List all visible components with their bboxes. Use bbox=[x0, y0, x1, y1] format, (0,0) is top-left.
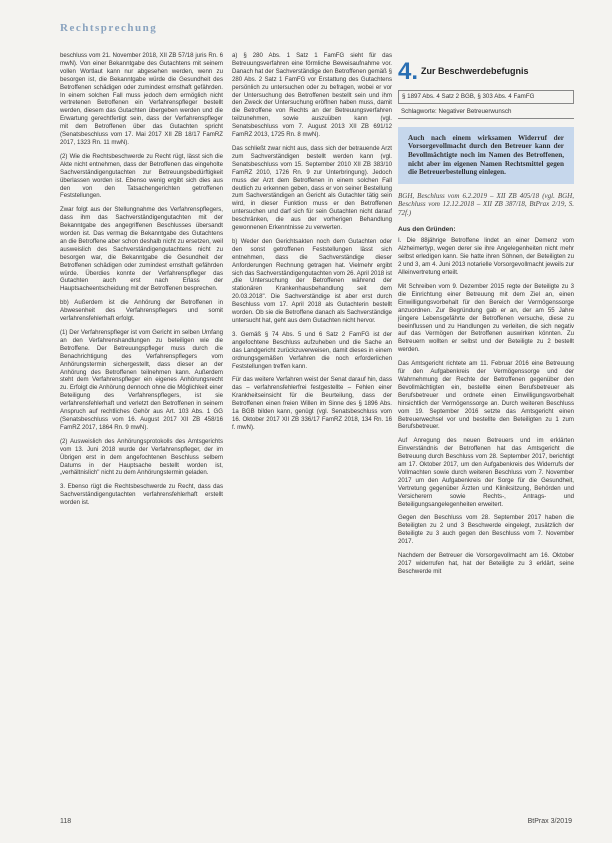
paragraph: Für das weitere Verfahren weist der Senat darauf hin, dass das – verfahrensfehlerfrei festgestellte – Fehlen einer Krankheitseinsicht für die Beurteilung, dass der Betroffenen einen freien Willen im Sinne des § 1896 Abs. 1a BGB bilden kann, genügt (vgl. Senatsbeschluss vom 16. Oktober 2017 XII ZB 336/17 FamRZ 2018, 134 Rn. 16 f. mwN). bbox=[232, 376, 392, 431]
paragraph: Nachdem der Betreuer die Vorsorgevollmacht am 16. Oktober 2017 widerrufen hat, hat der Beteiligte zu 3 erklärt, seine Beschwerde mit bbox=[398, 552, 574, 575]
paragraph: (2) Wie die Rechtsbeschwerde zu Recht rügt, lässt sich die Akte nicht entnehmen, dass der Betroffenen das eingeholte Sachverständigengutachten zur Betreuungsbedürftigkeit überlassen worden ist. Ebenso wenig ergibt sich dies aus den von den Tatsachengerichten getroffenen Feststellungen. bbox=[60, 152, 223, 200]
paragraph: Das schließt zwar nicht aus, dass sich der betrauende Arzt zum Sachverständigen bestellt werden kann (vgl. Senatsbeschluss vom 15. September 2010 XII ZB 383/10 FamRZ 2010, 1726 Rn. 9 zur Unterbringung). Jedoch muss der Arzt dem Betroffenen in einem solchen Fall deutlich zu erkennen geben, dass er von seiner Bestellung zum Sachverständigen an Gericht als Gutachter tätig sein wird, in dieser Funktion muss er den Betroffenen untersuchen und darf sich für sein Gutachten nicht darauf beschränken, die aus der vorherigen Behandlung gewonnenen Erkenntnisse zu verwerten. bbox=[232, 144, 392, 232]
case-citation: BGH, Beschluss vom 6.2.2019 – XII ZB 405/18 (vgl. BGH, Beschluss vom 12.12.2018 – XII ZB 387/18, BtPrax 2/19, S. 72f.) bbox=[398, 191, 574, 217]
grounds-heading: Aus den Gründen: bbox=[398, 225, 456, 233]
paragraph: Mit Schreiben vom 9. Dezember 2015 regte der Beteiligte zu 3 die Einrichtung einer Betreuung mit dem Ziel an, einen Einwilligungsvorbehalt für den Bereich der Vermögenssorge anzuordnen. Zur Begründung gab er an, der am 55 Jahre jüngere Lebensgefährte der Betroffenen versuche, diese zu beeinflussen und zu Handlungen zu verleiten, die sich negativ auf das Vermögen der Betroffenen auswirken könnten. Zu Betreuern wollten er selbst und der Beteiligte zu 2 bestellt werden. bbox=[398, 283, 574, 354]
paragraph: b) Weder den Gerichtsakten noch dem Gutachten oder den sonst getroffenen Feststellungen lässt sich entnehmen, dass die Sachverständige dieser Anforderungen Rechnung getragen hat. Vielmehr ergibt sich das Sachverständigengutachten vom 26. April 2018 ist „die Untersuchung der Betroffenen während der stationären Krankenhausbehandlung seit dem 20.03.2018". Die Sachverständige ist aber erst durch Beschluss vom 17. April 2018 als Gutachterin bestellt worden. Ob sie die Betroffene danach als Sachverständige untersucht hat, geht aus dem Gutachten nicht hervor. bbox=[232, 237, 392, 324]
paragraph: Gegen den Beschluss vom 28. September 2017 haben die Beteiligten zu 2 und 3 Beschwerde eingelegt, zusätzlich der Beteiligte zu 3 auch gegen den Beschluss vom 7. November 2017. bbox=[398, 514, 574, 546]
page-number: 118 bbox=[60, 818, 72, 825]
running-head: Rechtsprechung bbox=[60, 22, 158, 34]
journal-issue: BtPrax 3/2019 bbox=[527, 818, 572, 825]
paragraph: Auf Anregung des neuen Betreuers und im erklärten Einverständnis der Betroffenen hat das Amtsgericht die Betreuung durch Beschluss vom 28. September 2017, berichtigt am 17. Oktober 2017, um den Aufgabenkreis des Widerrufs der Vollmachten sowie durch weiteren Beschluss vom 7. November 2017 um den Aufgabenkreis der Sorge für die Gesundheit, Vertretung gegenüber Ärzten und Kliniksitzung, Behörden und Versicherern sowie Rechts-, Antrags- und Beteiligungsangelegenheiten erweitert. bbox=[398, 437, 574, 508]
paragraph: (2) Ausweislich des Anhörungsprotokolls des Amtsgerichts vom 13. Juni 2018 wurde der Verfahrenspfleger, der im Übrigen erst in dem angefochtenen Beschluss selbem Datums in der Hauptsache bestellt worden ist, „verhältnislich" nicht zu dem Anhörungstermin geladen. bbox=[60, 437, 223, 477]
column-2 bbox=[232, 52, 392, 438]
section-title: Zur Beschwerdebefugnis bbox=[421, 66, 529, 77]
paragraph: I. Die 88jährige Betroffene lindet an einer Demenz vom Alzheimertyp, wegen derer sie ihre Angelegenheiten nicht mehr selbst erledigen kann. Sie hatte ihren Söhnen, der Beteiligten zu 2 und 3, am 4. Juni 2013 notarielle Vorsorgevollmacht jeweils zur Alleinvertretung erteilt. bbox=[398, 237, 574, 277]
section-number: 4. bbox=[398, 58, 419, 85]
paragraph: (1) Der Verfahrenspfleger ist vom Gericht im selben Umfang an den Verfahrenshandlungen zu beteiligen wie die Betroffene. Der Betreuungspfleger muss durch die Benachrichtigung des Verfahrenspflegers vom Anhörungstermin sichergestellt, dass dieser an der Anhörung des Betroffenen teilnehmen kann. Außerdem steht dem Verfahrenspfleger ein eigenes Anhörungsrecht zu. Erfolgt die Anhörung dennoch ohne die Möglichkeit einer Beteiligung des Verfahrenspflegers, ist sie verfahrensfehlerhaft und verletzt den Betroffenen in seinem Anspruch auf rechtliches Gehör aus Art. 103 Abs. 1 GG (Senatsbeschluss vom 16. August 2017 XII ZB 458/16 FamRZ 2017, 1864 Rn. 9 mwN). bbox=[60, 329, 223, 431]
norms-reference: § 1897 Abs. 4 Satz 2 BGB, § 303 Abs. 4 FamFG bbox=[398, 90, 574, 104]
paragraph: beschluss vom 21. November 2018, XII ZB 57/18 juris Rn. 6 mwN). Von einer Bekanntgabe des Gutachtens mit seinem vollen Wortlaut kann nur abgesehen werden, wenn zu besorgen ist, die Bekanntgabe würde die Gesundheit des Betroffenen schädigen oder zumindest ernsthaft gefährden. In einem solchen Fall muss jedoch dem ermöglich nicht vertretenen Betroffenen ein Verfahrenspfleger bestellt werden, diesem das Gutachten übergeben werden und die Erwartung gerechtfertigt sein, dass der Verfahrenspfleger mit dem Betroffenen über das Gutachten spricht (Senatsbeschluss vom 17. Mai 2017 XII ZB 18/17 FamRZ 2017, 1323 Rn. 11 mwN). bbox=[60, 52, 223, 146]
paragraph: a) § 280 Abs. 1 Satz 1 FamFG sieht für das Betreuungsverfahren eine förmliche Beweisaufnahme vor. Danach hat der Sachverständige den Betroffenen gemäß § 280 Abs. 2 Satz 1 FamFG vor Erstattung des Gutachtens persönlich zu untersuchen oder zu befragen, wobei er vor der Untersuchung des Betroffenen bestellt sein und ihm den Zweck der Untersuchung eröffnen haben muss, damit die Betroffene von Rechts an der Betreuungsverfahren teilzunehmen, sowie auszuüben kann (vgl. Senatsbeschluss vom 7. August 2013 XII ZB 691/12 FamRZ 2013, 1725 Rn. 8 mwN). bbox=[232, 52, 392, 139]
column-3 bbox=[398, 52, 574, 582]
paragraph: Zwar folgt aus der Stellungnahme des Verfahrenspflegers, dass ihm das Sachverständigengutachten mit der Bekanntgabe des angegriffenen Beschlusses übersandt worden ist. Das vermag die Bekanntgabe des Gutachtens an die Betroffene aber schon deshalb nicht zu ersetzen, weil ausweislich des Sachverständigengutachtens nicht zu besorgen war, die Bekanntgabe die Gesundheit der Betroffenen schädigen oder zumindest ernsthaft gefährden würde. Überdies konnte der Verfahrenspfleger das Gutachten auch erst nach Erlass der Hauptsacheentscheidung mit der Betroffenen besprechen. bbox=[60, 206, 223, 293]
section-heading bbox=[398, 60, 574, 84]
paragraph: bb) Außerdem ist die Anhörung der Betroffenen in Abwesenheit des Verfahrenspflegers und somit verfahrensfehlerhaft erfolgt. bbox=[60, 299, 223, 323]
headnote-box: Auch nach einem wirksamen Widerruf der Vorsorgevollmacht durch den Betreuer kann der Bevollmächtigte noch im Namen des Betroffenen, nicht aber im eigenen Namen Rechtsmittel gegen die Betreuerbestellung einlegen. bbox=[398, 127, 574, 184]
keywords-line: Schlagworte: Negativer Betreuerwunsch bbox=[398, 106, 574, 119]
paragraph: 3. Ebenso rügt die Rechtsbeschwerde zu Recht, dass das Sachverständigengutachten verfahrensfehlerhaft erstellt worden ist. bbox=[60, 483, 223, 507]
paragraph: Das Amtsgericht richtete am 11. Februar 2016 eine Betreuung für den Aufgabenkreis der Vermögenssorge und der Wahrnehmung der Rechte der Betroffenen gegenüber den Bevollmächtigten ein, bestellte einen Berufsbetreuer als Berufsbetreuer und ordnete einen Einwilligungsvorbehalt hinsichtlich der Vermögenssorge an. Durch weiteren Beschluss vom 19. September 2016 setzte das Amtsgericht einen Betreuerwechsel vor und bestellte den Beteiligten zu 1 zum Berufsbetreuer. bbox=[398, 360, 574, 431]
column-1 bbox=[60, 52, 223, 513]
paragraph: 3. Gemäß § 74 Abs. 5 und 6 Satz 2 FamFG ist der angefochtene Beschluss aufzuheben und die Sache an das Landgericht zurückzuverweisen, damit dieses in einem ordnungsgemäßen Verfahren die noch erforderlichen Feststellungen treffen kann. bbox=[232, 330, 392, 370]
